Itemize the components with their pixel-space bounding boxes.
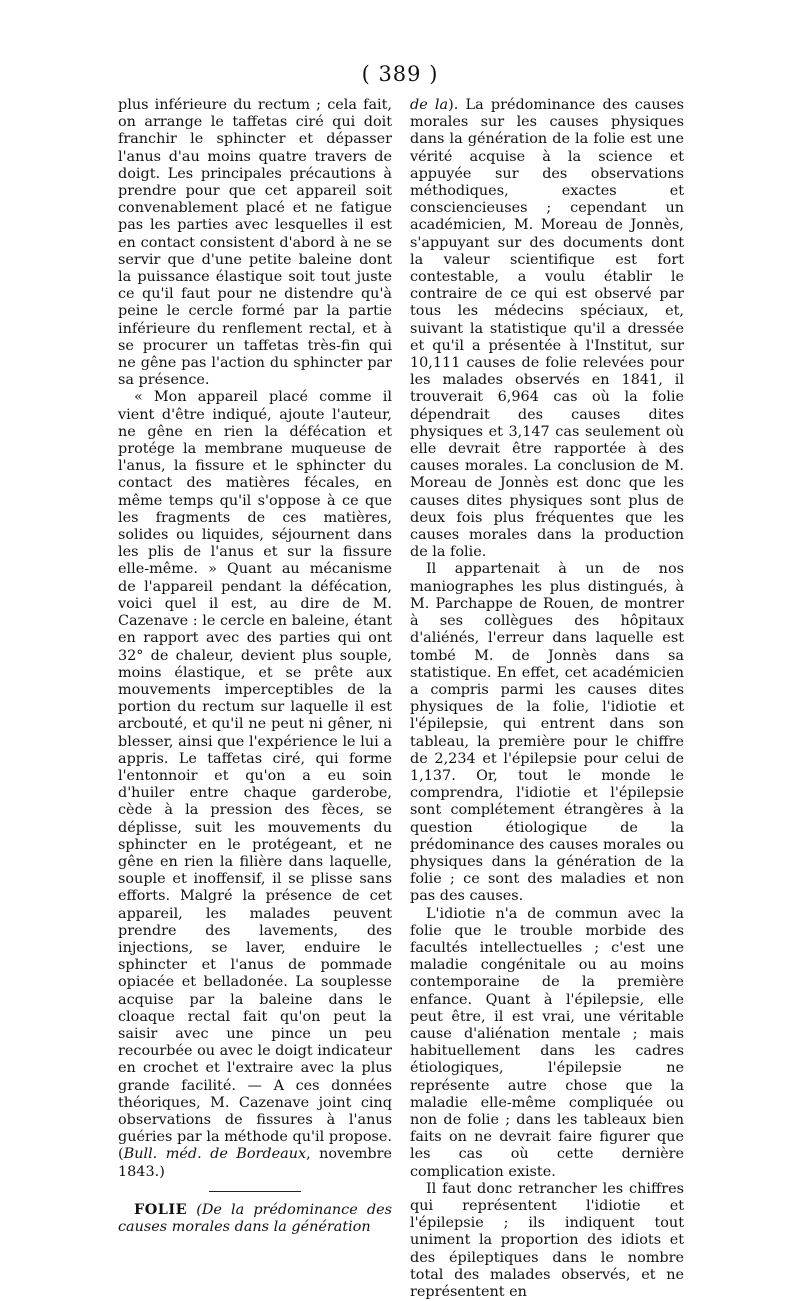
entry-heading [118,1201,392,1236]
citation-close: , novembre 1843.) [118,1146,392,1180]
right-paragraph-4: Il faut donc retrancher les chiffres qui représentent l'idiotie et l'épilepsie ; ils indiquent tout uniment la proportion des idiots et des épileptiques dans le nombre total des malades observés, et ne représentent en [410,1180,684,1301]
citation-source: Bull. méd. de Bordeaux [123,1146,307,1163]
right-paragraph-3: L'idiotie n'a de commun avec la folie que le trouble morbide des facultés intellectuelles ; c'est une maladie congénitale ou au moins contemporaine de la première enfance. Quant à l'épilepsie, elle peut être, il est vrai, une véritable cause d'aliénation mentale ; mais habituellement dans les cadres étiologiques, l'épilepsie ne représente autre chose que la maladie elle-même compliquée ou non de folie ; dans les tableaux bien faits on ne devrait faire figurer que les cas où cette dernière complication existe. [410,905,684,1180]
left-paragraph-2 [118,389,392,1180]
entry-subtitle: (De la prédominance des causes morales dans la génération [118,1201,392,1235]
left-paragraph-1: plus inférieure du rectum ; cela fait, on arrange le taffetas ciré qui doit franchir le sphincter et dépasser l'anus d'au moins quatre travers de doigt. Les principales précautions à prendre pour que cet appareil soit convenablement placé et ne fatigue pas les parties avec lesquelles il est en contact consistent d'abord à ne se servir que d'une petite baleine dont la puissance élastique soit tout juste ce qu'il faut pour ne distendre qu'à peine le cercle formé par la partie inférieure du renflement rectal, et à se procurer un taffetas très-fin qui ne gêne pas l'action du sphincter par sa présence. [118,97,392,389]
right-paragraph-1 [410,97,684,561]
left-paragraph-2-text: « Mon appareil placé comme il vient d'être indiqué, ajoute l'auteur, ne gêne en rien la défécation et protége la membrane muqueuse de l'anus, la fissure et le sphincter du contact des matières fécales, en même temps qu'il s'oppose à ce que les fragments de ces matières, solides ou liquides, séjournent dans les plis de l'anus et sur la fissure elle-même. » Quant au mécanisme de l'appareil pendant la défécation, voici quel il est, au dire de M. Cazenave : le cercle en baleine, étant en rapport avec des parties qui ont 32° de chaleur, devient plus souple, moins élastique, et se prête aux mouvements imperceptibles de la portion du rectum sur laquelle il est arcbouté, et qu'il ne peut ni gêner, ni blesser, ainsi que l'expérience le lui a appris. Le taffetas ciré, qui forme l'entonnoir et qu'on a eu soin d'huiler entre chaque garderobe, cède à la pression des fèces, se déplisse, suit les mouvements du sphincter en le protégeant, et ne gêne en rien la filière dans laquelle, souple et inoffensif, il se plisse sans efforts. Malgré la présence de cet appareil, les malades peuvent prendre des lavements, des injections, se laver, enduire le sphincter et l'anus de pommade opiacée et belladonée. La souplesse acquise par la baleine dans le cloaque rectal fait qu'on peut la saisir avec une pince un peu recourbée ou avec le doigt indicateur en crochet et l'extraire avec la plus grande facilité. — A ces données théoriques, M. Cazenave joint cinq observations de fissures à l'anus guéries par la méthode qu'il propose. [118,389,392,1146]
right-column [410,97,684,1301]
entry-title: FOLIE [134,1200,188,1218]
left-column [118,97,392,1236]
right-paragraph-2: Il appartenait à un de nos maniographes les plus distingués, à M. Parchappe de Rouen, de montrer à ses collègues des hôpitaux d'aliénés, l'erreur dans laquelle est tombé M. de Jonnès dans sa statistique. En effet, cet académicien a compris parmi les causes dites physiques de la folie, l'idiotie et l'épilepsie, qui entrent dans son tableau, la première pour le chiffre de 2,234 et l'épilepsie pour celui de 1,137. Or, tout le monde le comprendra, l'idiotie et l'épilepsie sont complétement étrangères à la question étiologique de la prédominance des causes morales ou physiques dans la génération de la folie ; ce sont des maladies et non pas des causes. [410,561,684,905]
page-number: ( 389 ) [361,62,439,86]
right-paragraph-1-text: ). La prédominance des causes morales sur les causes physiques dans la génération de la folie est une vérité acquise à la science et appuyée sur des observations méthodiques, exactes et consciencieuses ; cependant un académicien, M. Moreau de Jonnès, s'appuyant sur des documents dont la valeur scientifique est fort contestable, a voulu établir le contraire de ce qui est observé par tous les médecins spéciaux, et, suivant la statistique qu'il a dressée et qu'il a présentée à l'Institut, sur 10,111 causes de folie relevées pour les malades observés en 1841, il trouverait 6,964 cas où la folie dépendrait des causes dites physiques et 3,147 cas seulement où elle devrait être rapportée à des causes morales. La conclusion de M. Moreau de Jonnès est donc que les causes dites physiques sont plus de deux fois plus fréquentes que les causes morales dans la production de la folie. [410,97,684,561]
citation-open: ( [118,1146,124,1163]
section-divider [209,1191,301,1192]
entry-subtitle-end: de la [410,97,449,113]
